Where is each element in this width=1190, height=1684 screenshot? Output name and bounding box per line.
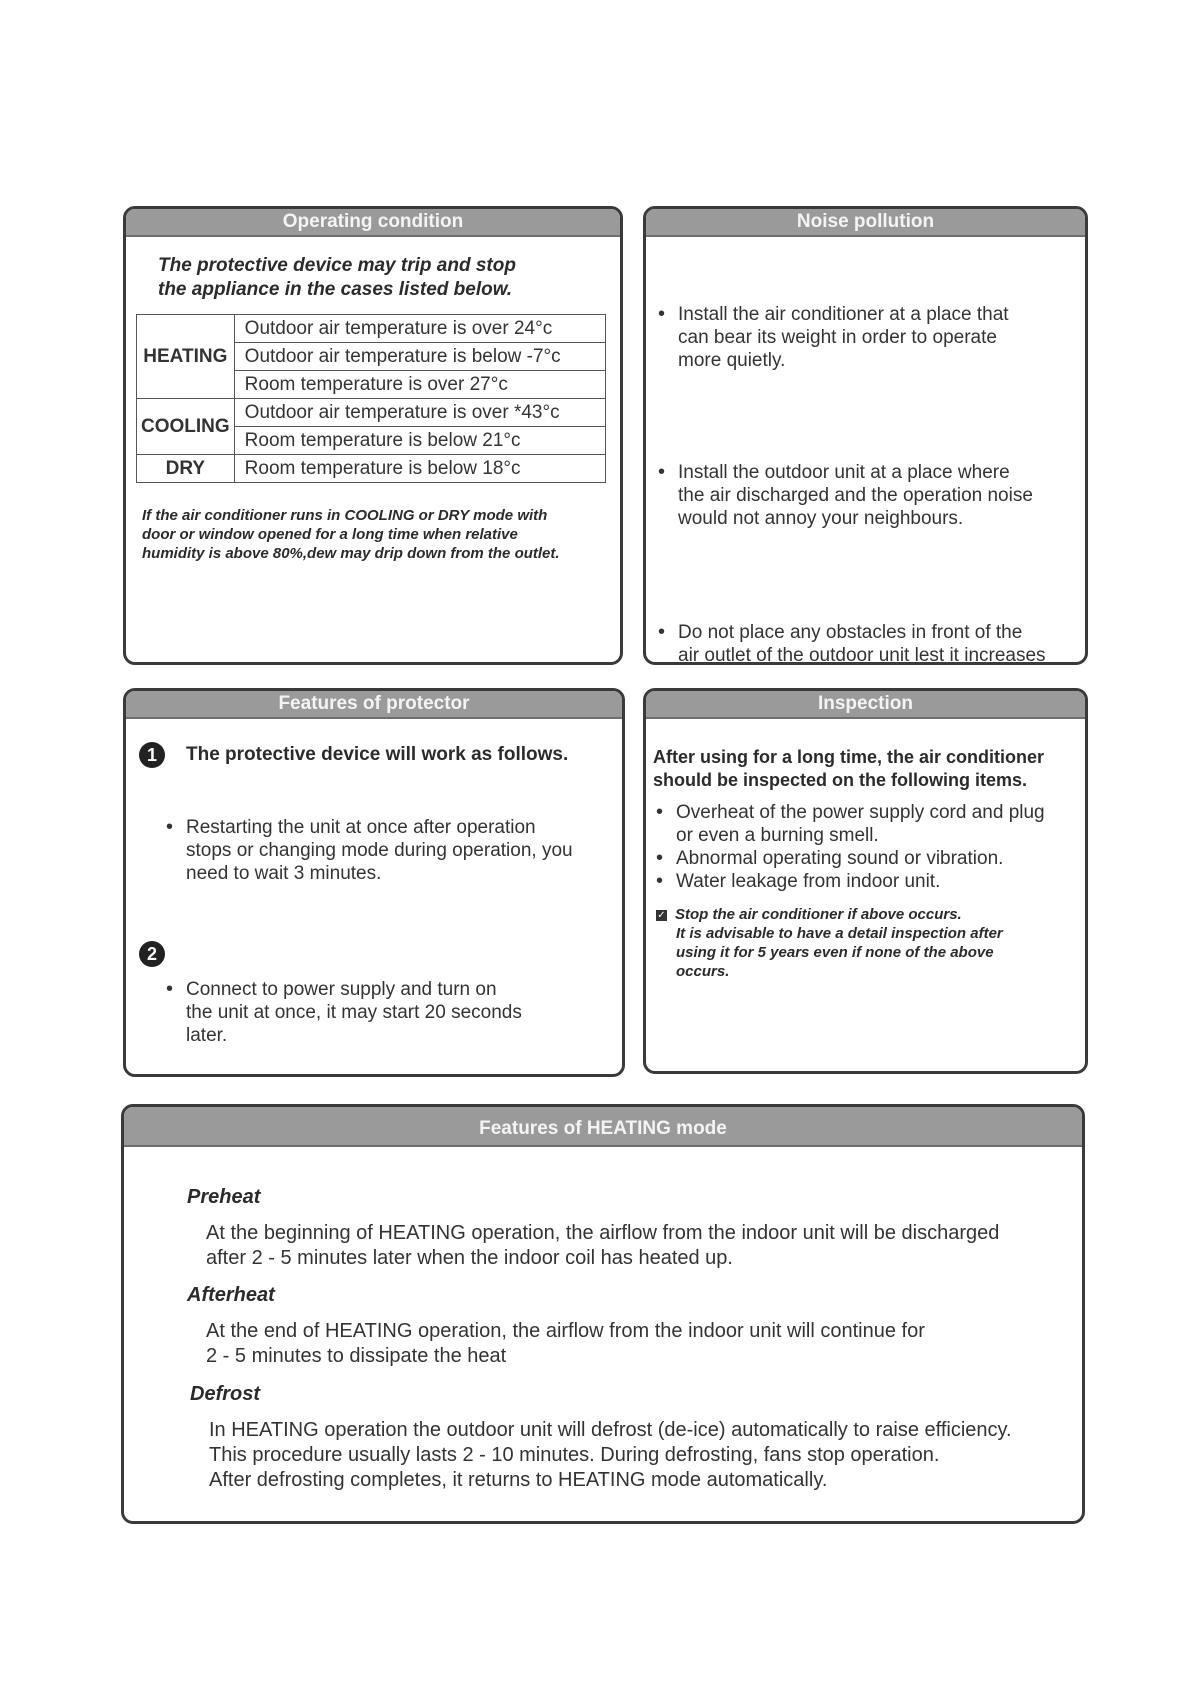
noise-item: • Do not place any obstacles in front of the air outlet of the outdoor unit lest it increases xyxy=(656,621,1088,665)
defrost-title: Defrost xyxy=(190,1383,261,1405)
condition-row: Outdoor air temperature is over 24°c xyxy=(234,315,605,343)
noise-item: • Install the air conditioner at a place that can bear its weight in order to operate more quietly. xyxy=(656,303,1088,372)
defrost-text: In HEATING operation the outdoor unit will defrost (de-ice) automatically to raise efficiency. This procedure usually lasts 2 - 10 minutes. During defrosting, fans stop operation. After defrosting completes, it returns to HEATING mode automatically. xyxy=(209,1419,1012,1491)
number-two-icon: 2 xyxy=(139,941,165,967)
condition-row: Outdoor air temperature is over *43°c xyxy=(234,399,605,427)
protector-panel xyxy=(123,688,625,1077)
checkbox-icon: ✓ xyxy=(657,909,666,921)
inspection-item: • Overheat of the power supply cord and plug or even a burning smell. xyxy=(654,801,1045,847)
operating-note: If the air conditioner runs in COOLING or DRY mode with door or window opened for a long time when relative humidity is above 80%,dew may drip down from the outlet. xyxy=(142,507,560,562)
mode-cooling: COOLING xyxy=(137,399,235,455)
protector-header: Features of protector xyxy=(126,691,622,719)
preheat-title: Preheat xyxy=(187,1186,261,1208)
condition-row: Room temperature is over 27°c xyxy=(234,371,605,399)
inspection-list xyxy=(654,801,1045,893)
mode-dry: DRY xyxy=(137,455,235,483)
protector-heading: The protective device will work as follows. xyxy=(186,744,569,765)
inspection-header: Inspection xyxy=(646,691,1085,719)
number-one-icon: 1 xyxy=(139,742,165,768)
heating-mode-panel xyxy=(121,1104,1085,1524)
protector-item: • Restarting the unit at once after operation stops or changing mode during operation, you need to wait 3 minutes. xyxy=(164,816,625,885)
inspection-intro: After using for a long time, the air conditioner should be inspected on the following items. xyxy=(653,747,1045,790)
inspection-item: • Abnormal operating sound or vibration. xyxy=(654,847,1045,870)
condition-row: Room temperature is below 18°c xyxy=(234,455,605,483)
noise-pollution-header: Noise pollution xyxy=(646,209,1085,237)
afterheat-text: At the end of HEATING operation, the airflow from the indoor unit will continue for 2 - 5 minutes to dissipate the heat xyxy=(206,1320,925,1367)
noise-item: • Install the outdoor unit at a place where the air discharged and the operation noise would not annoy your neighbours. xyxy=(656,461,1088,530)
mode-heating: HEATING xyxy=(137,315,235,399)
heating-mode-header: Features of HEATING mode xyxy=(124,1107,1082,1147)
condition-row: Room temperature is below 21°c xyxy=(234,427,605,455)
inspection-note: ✓ Stop the air conditioner if above occurs. It is advisable to have a detail inspection after using it for 5 years even if none of the above occurs. xyxy=(657,906,1003,980)
operating-condition-table xyxy=(136,314,606,483)
operating-condition-header: Operating condition xyxy=(126,209,620,237)
protector-item: • Connect to power supply and turn on the unit at once, it may start 20 seconds later. xyxy=(164,978,625,1047)
afterheat-title: Afterheat xyxy=(187,1284,275,1306)
inspection-panel xyxy=(643,688,1088,1074)
operating-intro: The protective device may trip and stop the appliance in the cases listed below. xyxy=(158,255,516,300)
operating-condition-panel xyxy=(123,206,623,665)
noise-pollution-panel xyxy=(643,206,1088,665)
condition-row: Outdoor air temperature is below -7°c xyxy=(234,343,605,371)
preheat-text: At the beginning of HEATING operation, the airflow from the indoor unit will be discharged after 2 - 5 minutes later when the indoor coil has heated up. xyxy=(206,1222,1000,1269)
inspection-item: • Water leakage from indoor unit. xyxy=(654,870,1045,893)
